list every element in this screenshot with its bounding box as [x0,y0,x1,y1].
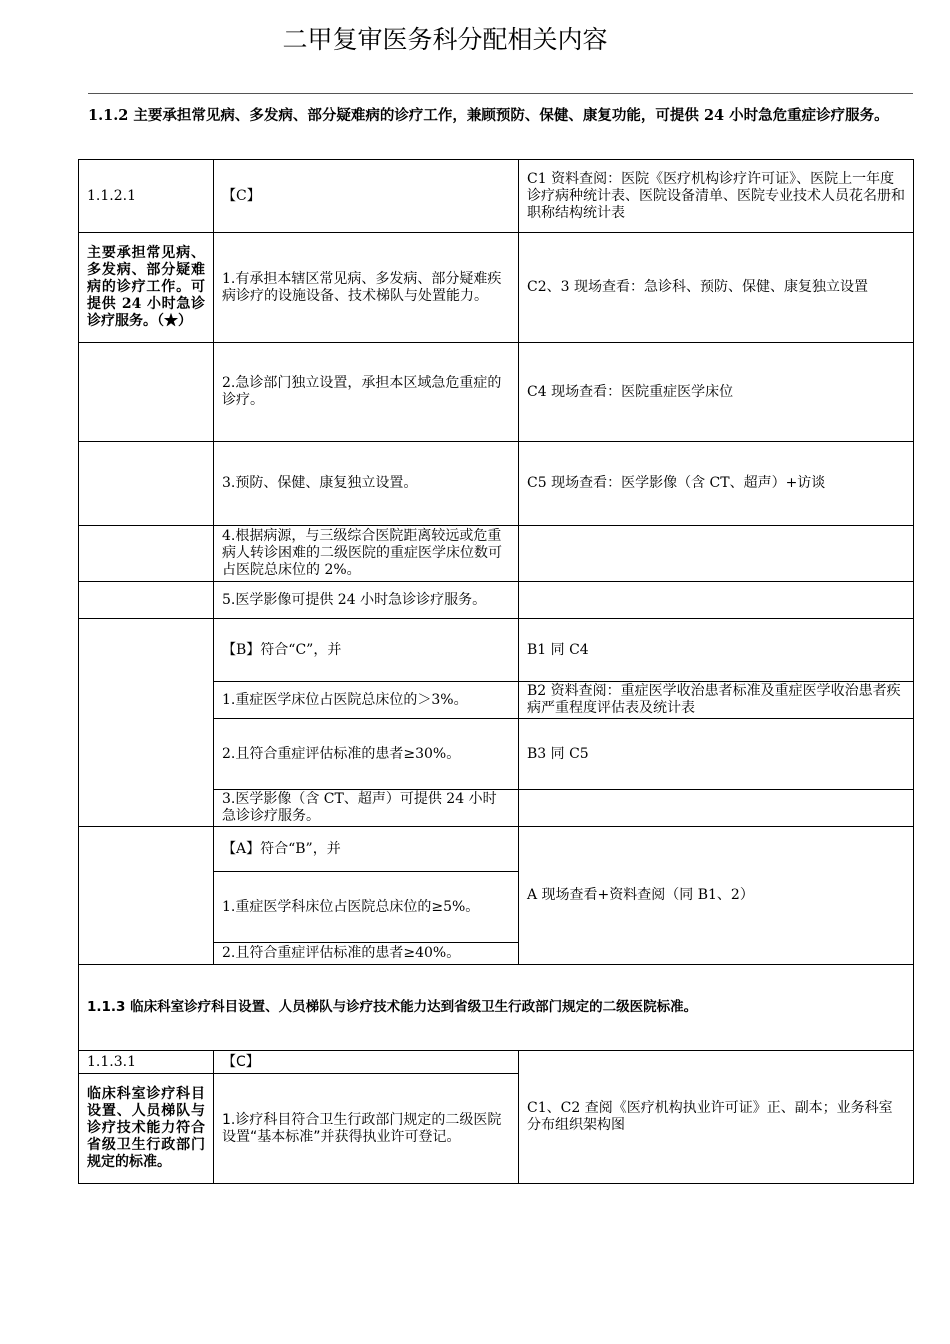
review-table [78,159,914,1184]
c-item-4: 4.根据病源，与三级综合医院距离较远或危重病人转诊困难的二级医院的重症医学床位数可占医院总床位的 2%。 [214,526,519,582]
grade-b-header: 【B】符合“C”，并 [214,619,519,682]
c-item-1: 1.诊疗科目符合卫生行政部门规定的二级医院设置“基本标准”并获得执业许可登记。 [214,1074,519,1184]
method-c1-c2: C1、C2 查阅《医疗机构执业许可证》正、副本；业务科室分布组织架构图 [519,1051,914,1184]
grade-c-header: 【C】 [214,1051,519,1074]
a-item-2: 2.且符合重症评估标准的患者≥40%。 [214,943,519,965]
method-c5: C5 现场查看：医学影像（含 CT、超声）+访谈 [519,442,914,526]
table-row [79,965,914,1051]
b-item-2: 2.且符合重症评估标准的患者≥30%。 [214,719,519,790]
grade-c-header: 【C】 [214,160,519,233]
c-item-3: 3.预防、保健、康复独立设置。 [214,442,519,526]
method-c2-3: C2、3 现场查看：急诊科、预防、保健、康复独立设置 [519,233,914,343]
table-row [79,582,914,619]
c-item-1: 1.有承担本辖区常见病、多发病、部分疑难疾病诊疗的设施设备、技术梯队与处置能力。 [214,233,519,343]
item-label: 主要承担常见病、多发病、部分疑难病的诊疗工作。可提供 24 小时急诊诊疗服务。（★） [79,233,214,343]
empty-cell [519,790,914,827]
b-item-1: 1.重症医学床位占医院总床位的＞3%。 [214,682,519,719]
item-label: 临床科室诊疗科目设置、人员梯队与诊疗技术能力符合省级卫生行政部门规定的标准。 [79,1074,214,1184]
method-b3: B3 同 C5 [519,719,914,790]
method-a: A 现场查看+资料查阅（同 B1、2） [519,827,914,965]
empty-cell [519,526,914,582]
method-b1: B1 同 C4 [519,619,914,682]
method-c1: C1 资料查阅：医院《医疗机构诊疗许可证》、医院上一年度诊疗病种统计表、医院设备清单、医院专业技术人员花名册和职称结构统计表 [519,160,914,233]
empty-cell [79,526,214,582]
table-row [79,619,914,682]
empty-cell [79,442,214,526]
method-b2: B2 资料查阅：重症医学收治患者标准及重症医学收治患者疾病严重程度评估表及统计表 [519,682,914,719]
table-row [79,442,914,526]
empty-cell [79,343,214,442]
empty-cell [79,619,214,827]
table-row [79,827,914,872]
table-row [79,343,914,442]
table-row [79,1051,914,1074]
empty-cell [519,582,914,619]
empty-cell [79,827,214,965]
method-c4: C4 现场查看：医院重症医学床位 [519,343,914,442]
item-number: 1.1.2.1 [79,160,214,233]
table-row [79,233,914,343]
table-row [79,160,914,233]
empty-cell [79,582,214,619]
page-title: 二甲复审医务科分配相关内容 [282,25,608,54]
grade-a-header: 【A】符合“B”，并 [214,827,519,872]
c-item-5: 5.医学影像可提供 24 小时急诊诊疗服务。 [214,582,519,619]
item-number: 1.1.3.1 [79,1051,214,1074]
table-row [79,526,914,582]
divider [88,93,913,94]
b-item-3: 3.医学影像（含 CT、超声）可提供 24 小时急诊诊疗服务。 [214,790,519,827]
section-1-1-3-heading: 1.1.3 临床科室诊疗科目设置、人员梯队与诊疗技术能力达到省级卫生行政部门规定的二级医院标准。 [79,965,914,1051]
section-1-1-2-heading: 1.1.2 主要承担常见病、多发病、部分疑难病的诊疗工作，兼顾预防、保健、康复功能，可提供 24 小时急危重症诊疗服务。 [88,107,889,124]
c-item-2: 2.急诊部门独立设置，承担本区域急危重症的诊疗。 [214,343,519,442]
a-item-1: 1.重症医学科床位占医院总床位的≥5%。 [214,872,519,943]
